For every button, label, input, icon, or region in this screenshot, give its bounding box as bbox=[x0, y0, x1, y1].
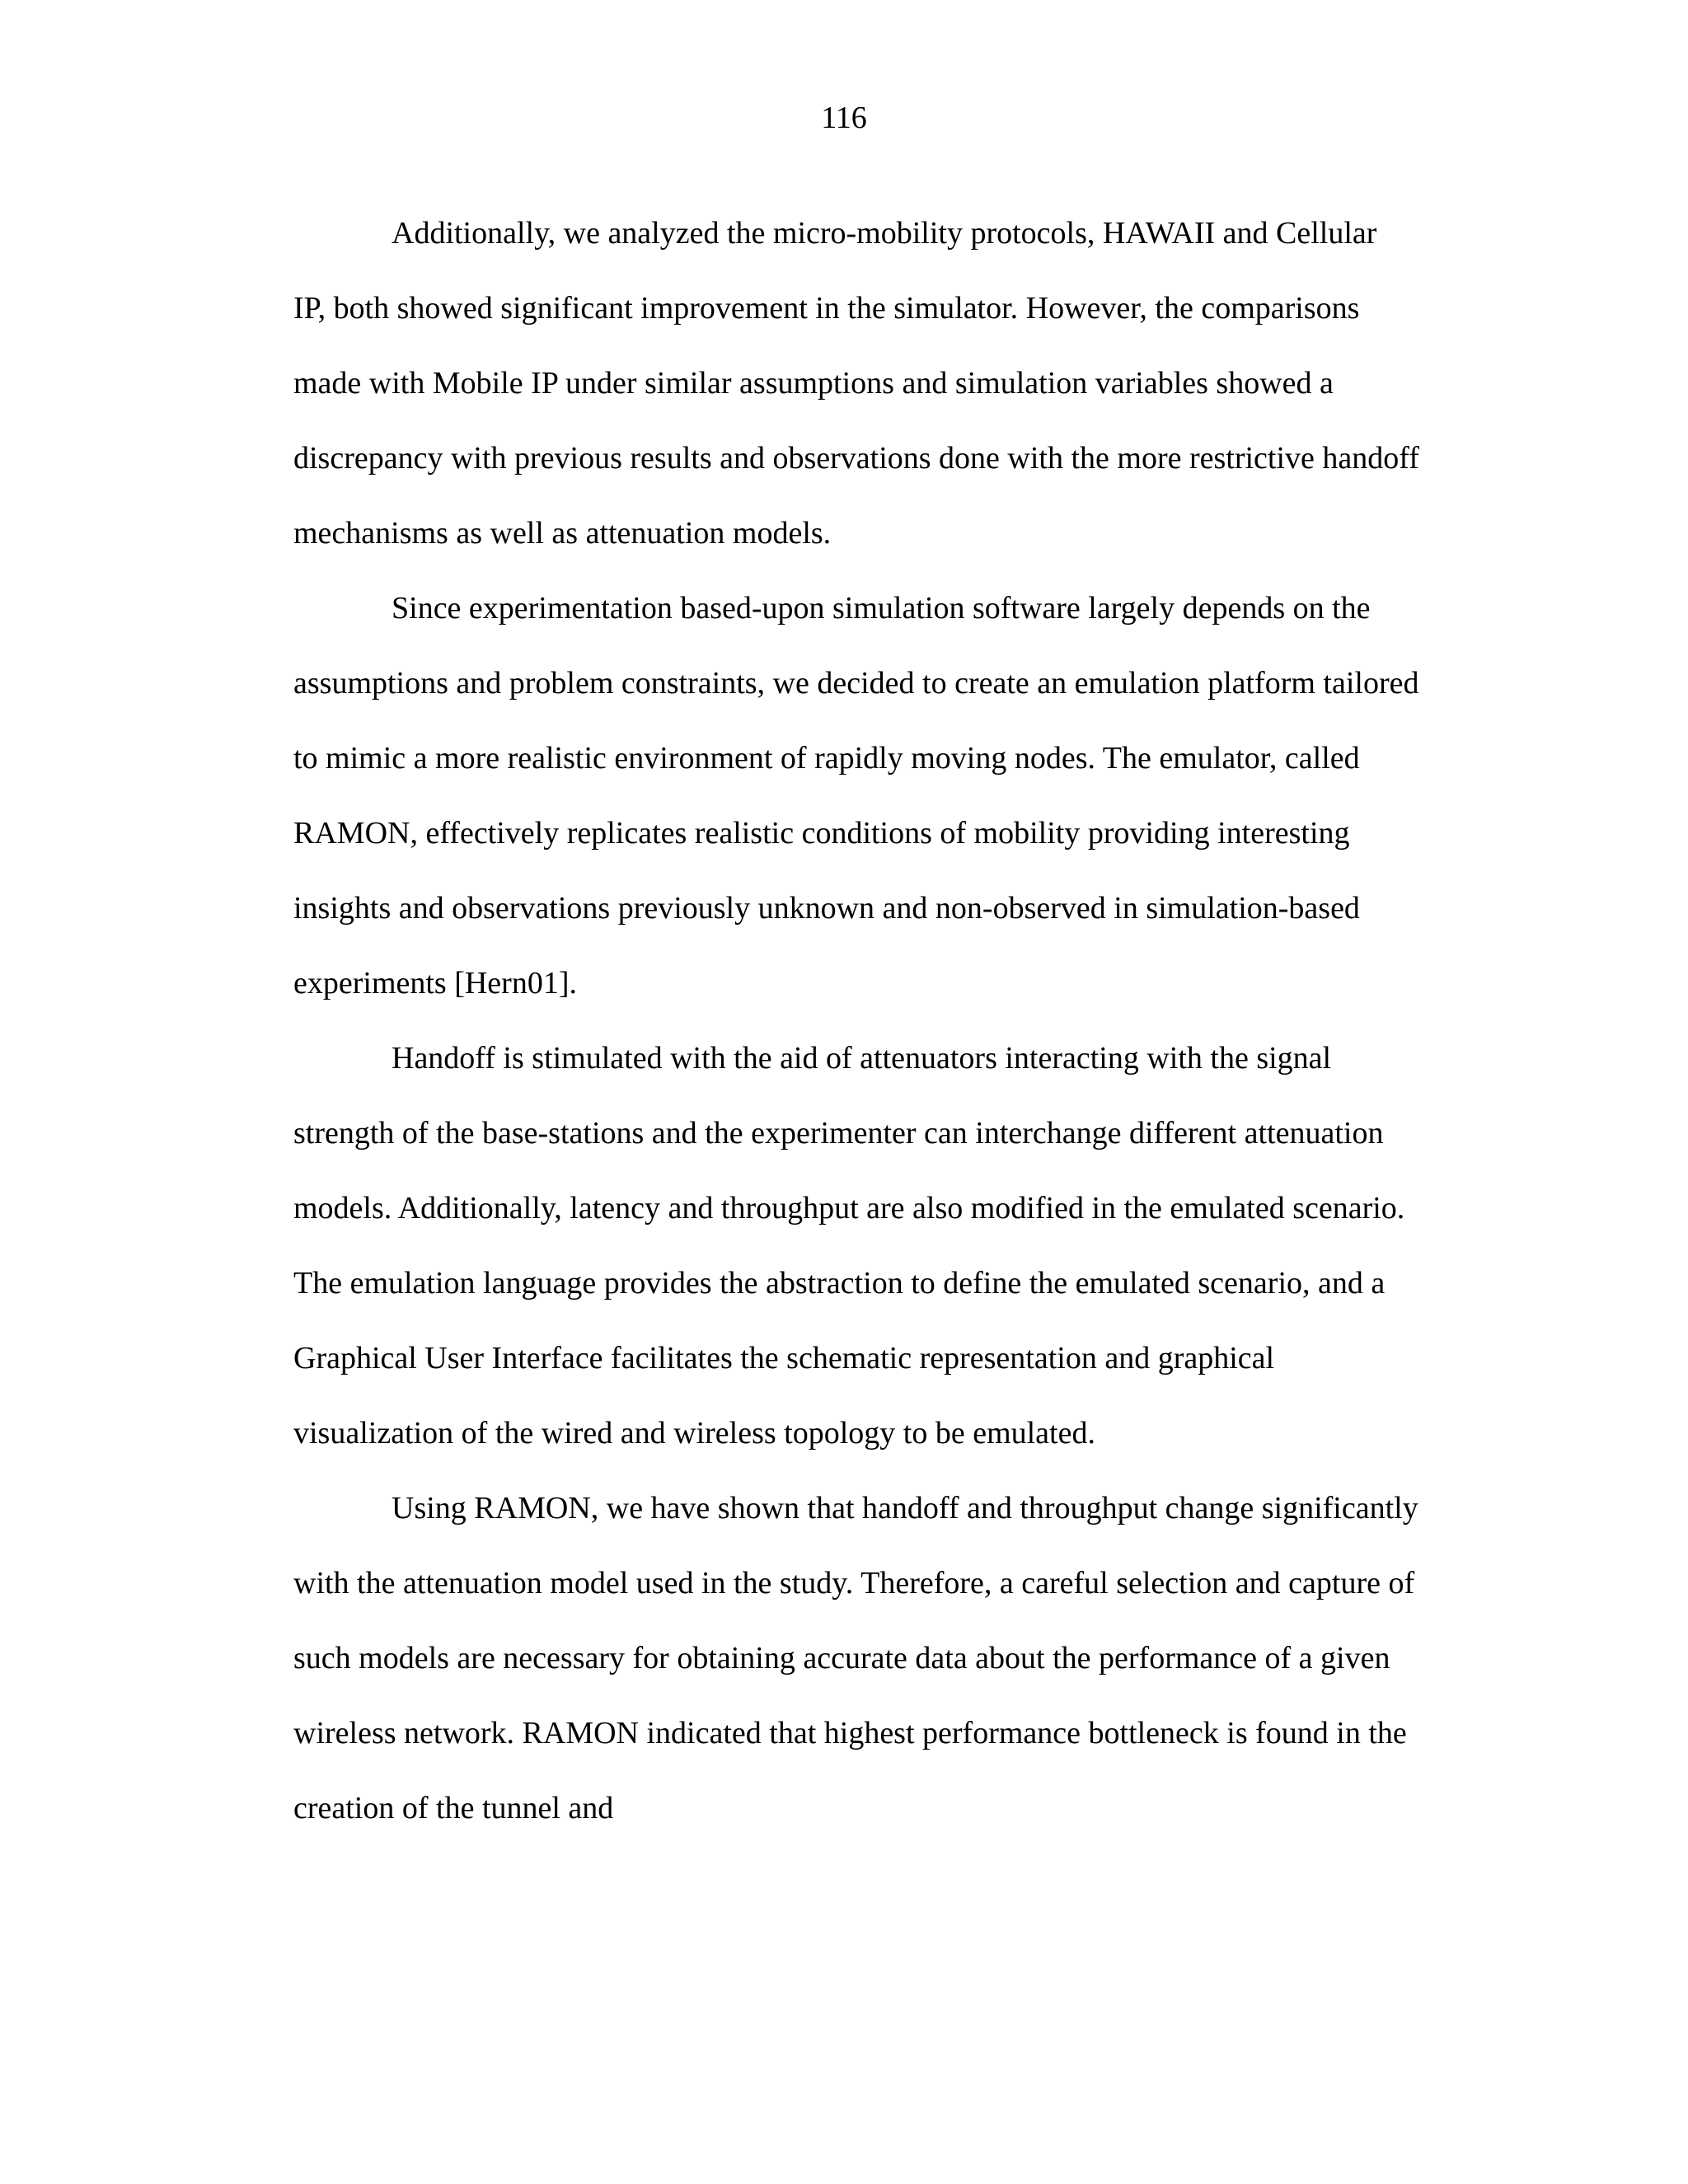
text-line: visualization of the wired and wireless topology to be emulated. bbox=[293, 1416, 1095, 1451]
text-line: such models are necessary for obtaining accurate data about the performance of a given bbox=[293, 1641, 1390, 1675]
text-line: IP, both showed significant improvement in the simulator. However, the comparisons bbox=[293, 291, 1360, 326]
paragraph-1 bbox=[293, 196, 1472, 571]
body-text bbox=[293, 196, 1472, 1846]
text-line: models. Additionally, latency and throughput are also modified in the emulated scenario. bbox=[293, 1191, 1405, 1226]
paragraph-4 bbox=[293, 1471, 1472, 1846]
text-line: strength of the base-stations and the experimenter can interchange different attenuation bbox=[293, 1116, 1384, 1151]
text-line: insights and observations previously unknown and non-observed in simulation-based bbox=[293, 891, 1360, 926]
text-line: Since experimentation based-upon simulation software largely depends on the bbox=[392, 591, 1371, 626]
text-line: Using RAMON, we have shown that handoff and throughput change significantly bbox=[392, 1491, 1418, 1526]
text-line: with the attenuation model used in the study. Therefore, a careful selection and capture of bbox=[293, 1566, 1415, 1601]
text-line: The emulation language provides the abstraction to define the emulated scenario, and a bbox=[293, 1266, 1386, 1301]
text-line: assumptions and problem constraints, we decided to create an emulation platform tailored bbox=[293, 666, 1419, 701]
text-line: experiments [Hern01]. bbox=[293, 966, 577, 1001]
page-number: 116 bbox=[821, 101, 867, 135]
text-line: discrepancy with previous results and observations done with the more restrictive handoff bbox=[293, 441, 1419, 476]
text-line: Additionally, we analyzed the micro-mobility protocols, HAWAII and Cellular bbox=[392, 216, 1377, 251]
text-line: to mimic a more realistic environment of rapidly moving nodes. The emulator, called bbox=[293, 741, 1360, 776]
text-line: mechanisms as well as attenuation models. bbox=[293, 516, 832, 551]
text-line: wireless network. RAMON indicated that highest performance bottleneck is found in the bbox=[293, 1716, 1407, 1750]
text-line: creation of the tunnel and bbox=[293, 1791, 614, 1825]
paragraph-3 bbox=[293, 1021, 1472, 1471]
text-line: made with Mobile IP under similar assumptions and simulation variables showed a bbox=[293, 366, 1334, 401]
text-line: Graphical User Interface facilitates the schematic representation and graphical bbox=[293, 1341, 1275, 1376]
text-line: Handoff is stimulated with the aid of attenuators interacting with the signal bbox=[392, 1041, 1332, 1076]
paragraph-2 bbox=[293, 571, 1472, 1021]
text-line: RAMON, effectively replicates realistic conditions of mobility providing interesting bbox=[293, 816, 1350, 851]
